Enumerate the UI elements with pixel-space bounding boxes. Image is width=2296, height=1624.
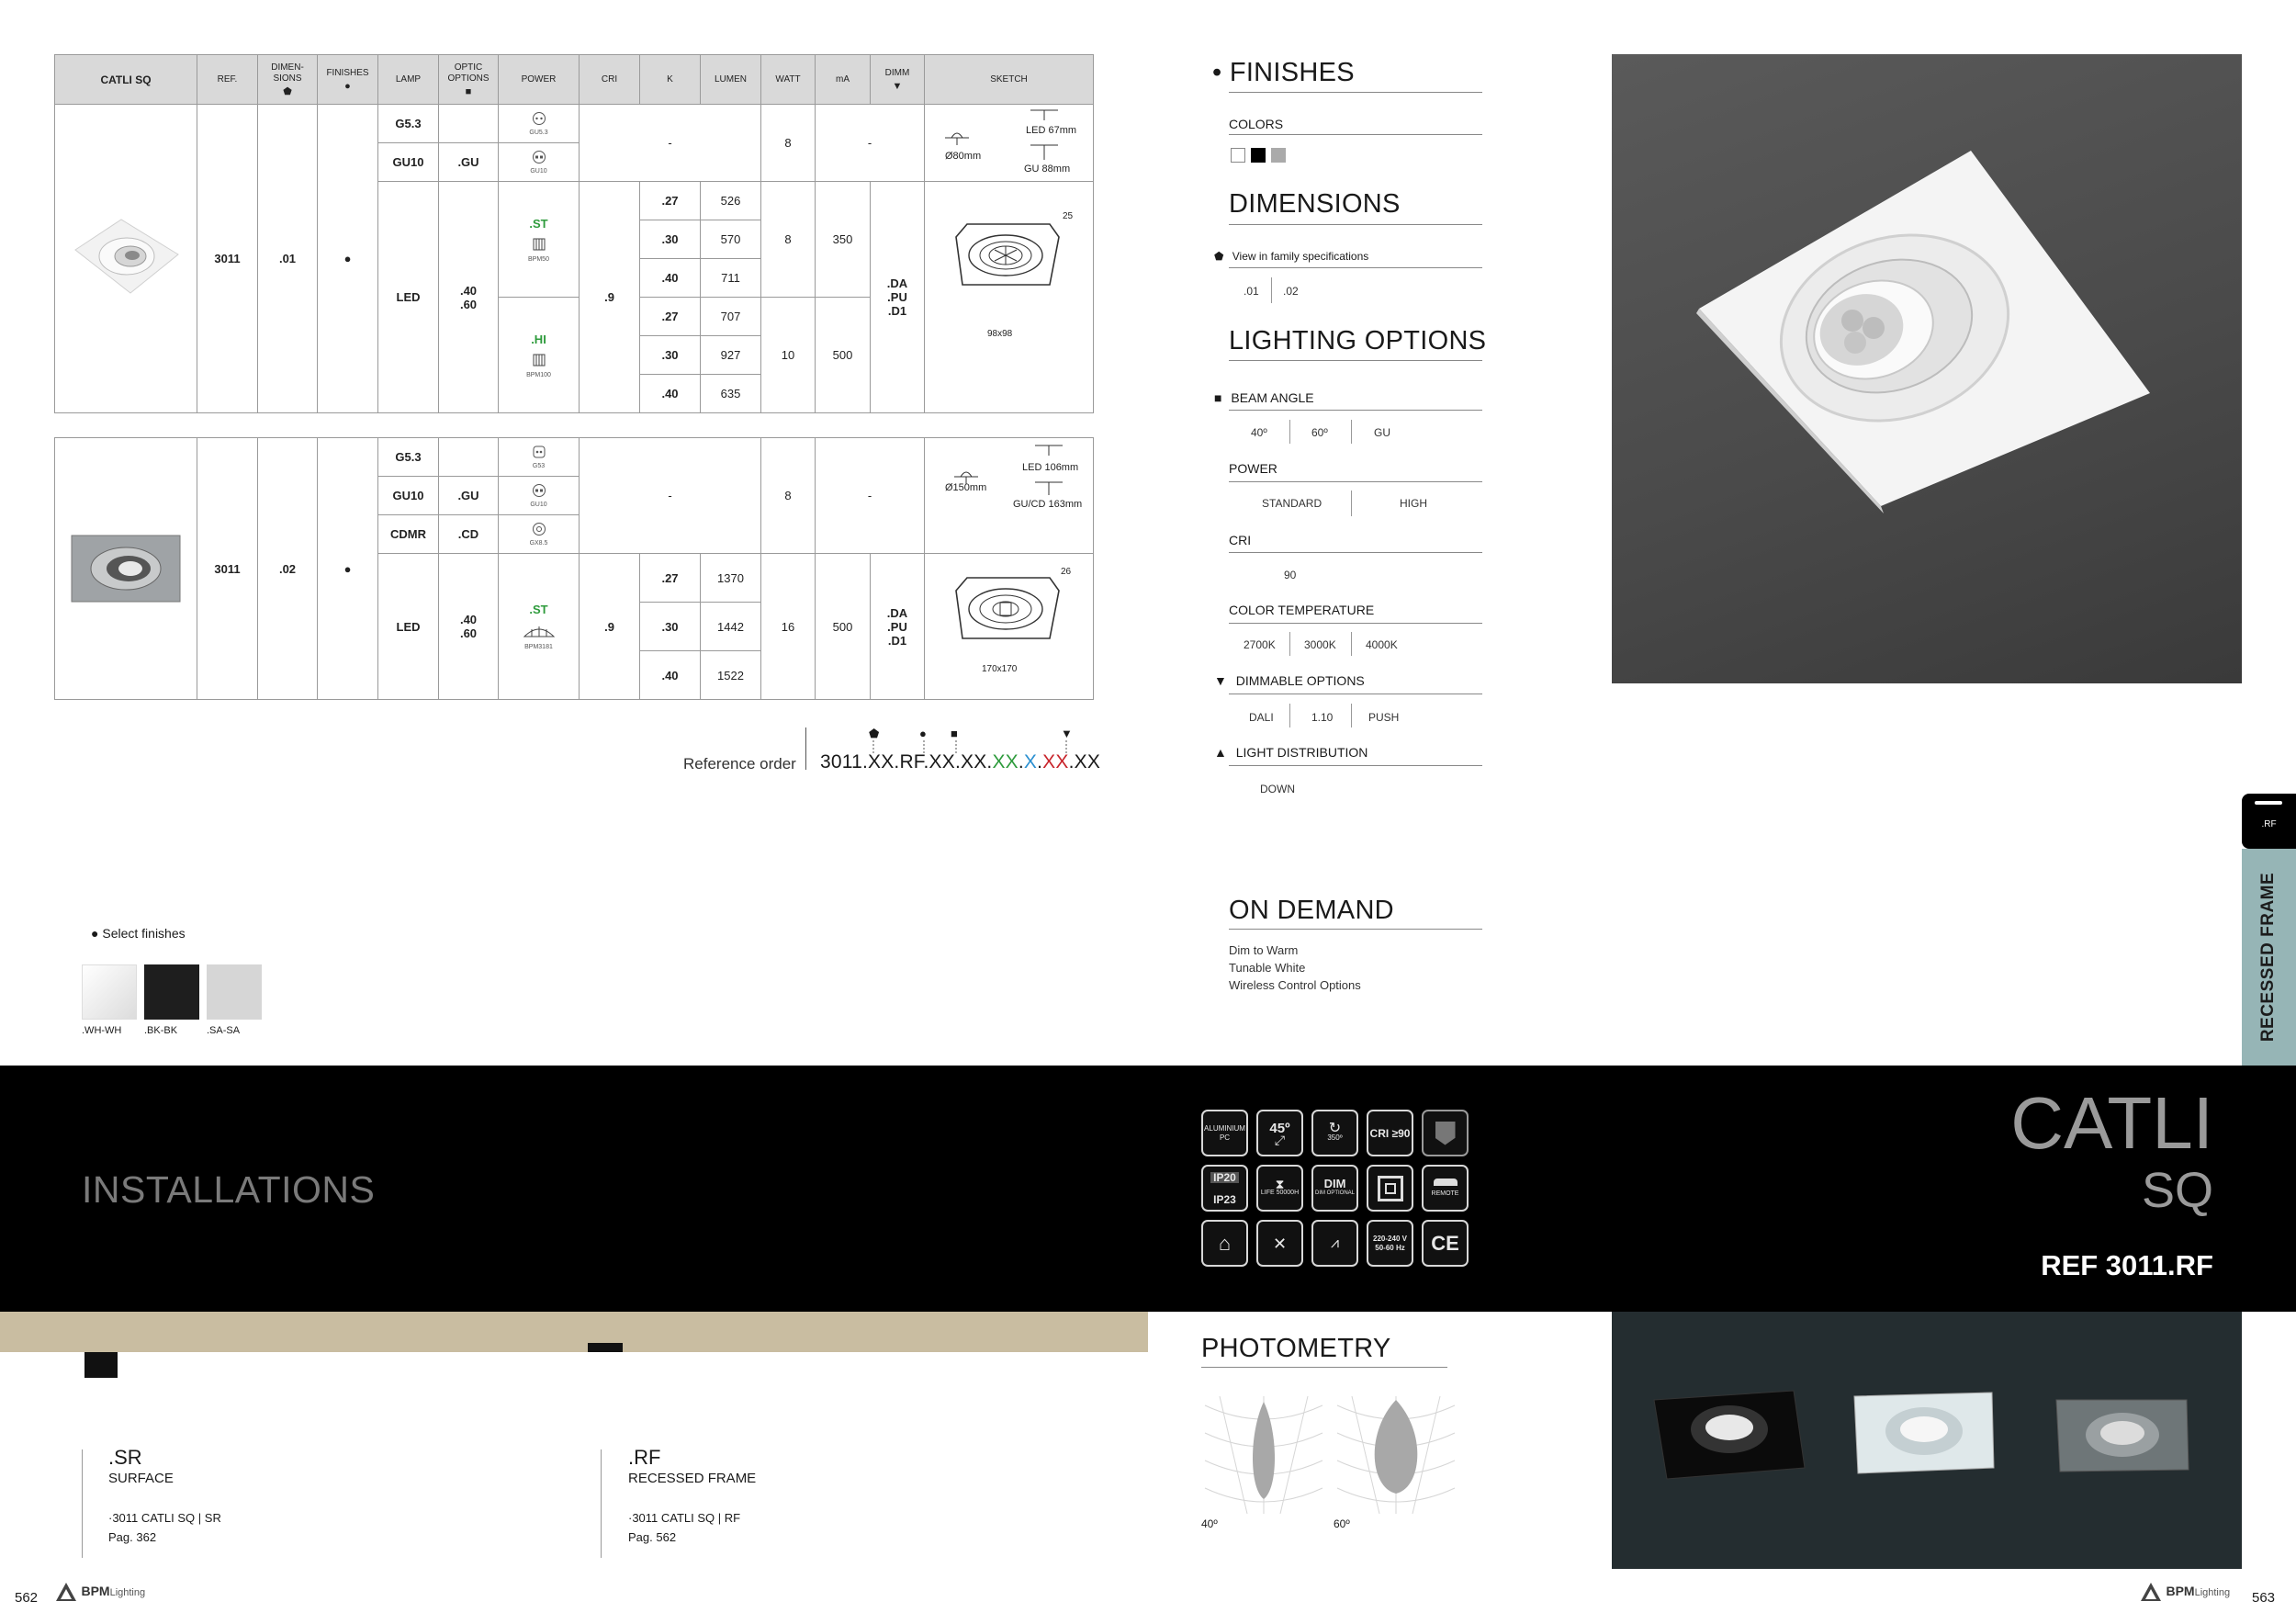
dimensions-title: DIMENSIONS: [1229, 189, 1401, 219]
dimension-cell: .02: [258, 438, 318, 700]
pentagon-icon: ⬟: [283, 85, 292, 97]
swatch-black[interactable]: [144, 964, 199, 1020]
class-icon: ⩘: [1311, 1220, 1358, 1267]
watt-8: 8: [761, 438, 816, 554]
power-label: POWER: [1229, 461, 1277, 476]
install-sr-item[interactable]: ·3011 CATLI SQ | SR: [108, 1511, 221, 1525]
lumen-value: 711: [701, 259, 761, 298]
page-number-right: 563: [2252, 1590, 2276, 1606]
sketch-frame-2: [925, 554, 1094, 700]
remote-icon: REMOTE: [1422, 1165, 1469, 1212]
header-cri: CRI: [580, 55, 640, 105]
spec-table-02: [54, 437, 1094, 700]
lamp-g53: G5.3: [378, 105, 439, 143]
optic-empty: [439, 105, 499, 143]
product-reference: REF 3011.RF: [2041, 1249, 2213, 1281]
height-marker-icon: [1035, 480, 1063, 497]
k-dash: -: [580, 438, 761, 554]
k-value: .40: [640, 375, 701, 413]
lumen-value: 1522: [701, 651, 761, 700]
swatch-label: .WH-WH: [82, 1025, 122, 1036]
divider: [1201, 1367, 1447, 1368]
watt-8: 8: [761, 105, 816, 182]
divider: [1271, 277, 1272, 303]
lumen-value: 927: [701, 336, 761, 375]
lumen-value: 1442: [701, 603, 761, 651]
divider: [1351, 704, 1352, 727]
dot-icon: ●: [919, 727, 927, 740]
optic-gu: .GU: [439, 477, 499, 515]
divider: [1351, 491, 1352, 516]
cri-value: .9: [580, 182, 640, 413]
product-image-cell: [55, 105, 197, 413]
k-dash: -: [580, 105, 761, 182]
lamp-led: LED: [378, 182, 439, 413]
product-name: CATLI: [2010, 1082, 2213, 1164]
finishes-title: • FINISHES: [1212, 58, 1355, 87]
side-tab-label: RECESSED FRAME: [2258, 872, 2278, 1043]
header-watt: WATT: [761, 55, 816, 105]
ce-icon: CE: [1422, 1220, 1469, 1267]
photometry-title: PHOTOMETRY: [1201, 1334, 1391, 1363]
header-dimm: DIMM ▼: [871, 55, 925, 105]
k-value: .27: [640, 298, 701, 336]
cri-icon: CRI ≥90: [1367, 1110, 1413, 1156]
cri-value: .9: [580, 554, 640, 700]
divider: [1229, 623, 1482, 624]
divider: [1229, 929, 1482, 930]
ct-option: 4000K: [1366, 638, 1398, 651]
k-value: .40: [640, 651, 701, 700]
optic-empty: [439, 438, 499, 477]
lumen-value: 526: [701, 182, 761, 220]
brand-logo-icon: [2140, 1582, 2162, 1602]
power-gx85-icon: GX8.5: [499, 515, 580, 554]
power-gu53-icon: GU5.3: [499, 105, 580, 143]
divider: [1229, 267, 1482, 268]
dimension-option: .02: [1283, 285, 1299, 298]
pentagon-icon: ⬟: [869, 727, 880, 740]
frame-sketch-drawing: [949, 572, 1064, 646]
spec-table-01: [54, 54, 1094, 413]
light-distribution-label: ▲ LIGHT DISTRIBUTION: [1214, 745, 1368, 760]
colors-label: COLORS: [1229, 117, 1284, 131]
header-finishes: FINISHES ●: [318, 55, 378, 105]
lamp-g53: G5.3: [378, 438, 439, 477]
ma-led: 500: [816, 554, 871, 700]
divider: [1229, 765, 1482, 766]
divider: [1229, 360, 1482, 361]
sketch-height: 26: [1061, 567, 1072, 577]
sketch-size: 98x98: [987, 329, 1013, 339]
dimension-option: .01: [1244, 285, 1259, 298]
tab-code: .RF: [2261, 819, 2277, 829]
installations-title: INSTALLATIONS: [82, 1168, 376, 1211]
dimmable-options-label: ▼ DIMMABLE OPTIONS: [1214, 673, 1365, 688]
cri-label: CRI: [1229, 533, 1252, 547]
color-grey: [1271, 148, 1286, 163]
brand-logo-right: BPMLighting: [2140, 1582, 2230, 1602]
ct-option: 3000K: [1304, 638, 1336, 651]
swatch-label: .SA-SA: [207, 1025, 241, 1036]
header-dimensions: DIMEN-SIONS ⬟: [258, 55, 318, 105]
power-gu10-icon: GU10: [499, 477, 580, 515]
header-ref: REF.: [197, 55, 258, 105]
lamp-gu10: GU10: [378, 143, 439, 182]
hole-size: Ø150mm: [945, 482, 987, 493]
header-k: K: [640, 55, 701, 105]
ma-dash: -: [816, 105, 925, 182]
beam-option: GU: [1374, 426, 1390, 439]
dimmable-option: 1.10: [1311, 711, 1334, 724]
height-marker-icon: [1030, 143, 1058, 162]
watt-led: 16: [761, 554, 816, 700]
sketch-height: 25: [1063, 211, 1074, 221]
product-family-photo: [1612, 1312, 2242, 1569]
beam-angle-label: ■ BEAM ANGLE: [1214, 390, 1314, 405]
k-value: .30: [640, 220, 701, 259]
optic-led: .40 .60: [439, 182, 499, 413]
triangle-down-icon: ▼: [1061, 727, 1073, 740]
height-marker-icon: [1030, 108, 1058, 121]
divider: [1229, 224, 1482, 225]
dimm-options: .DA .PU .D1: [871, 554, 925, 700]
header-lumen: LUMEN: [701, 55, 761, 105]
dimension-cell: .01: [258, 105, 318, 413]
sketch-top-1: [925, 105, 1094, 182]
lumen-value: 635: [701, 375, 761, 413]
page-number-left: 562: [15, 1590, 39, 1606]
photometry-curve-60: [1375, 1400, 1418, 1494]
lamp-gu10: GU10: [378, 477, 439, 515]
header-optic: OPTIC OPTIONS ■: [439, 55, 499, 105]
install-sr-page: Pag. 362: [108, 1530, 157, 1544]
frame-sketch-drawing: [949, 219, 1064, 292]
lumen-value: 707: [701, 298, 761, 336]
power-option: HIGH: [1400, 497, 1427, 510]
install-rf-page: Pag. 562: [628, 1530, 677, 1544]
photometry-angle: 40º: [1201, 1517, 1218, 1530]
optic-cd: .CD: [439, 515, 499, 554]
no-insulation-icon: ✕: [1256, 1220, 1303, 1267]
install-sr-code: .SR: [108, 1446, 142, 1469]
hole-size: Ø80mm: [945, 151, 982, 162]
recessed-fixture-icon: [588, 1343, 623, 1352]
header-sketch: SKETCH: [925, 55, 1094, 105]
divider: [1289, 420, 1290, 444]
beam-option: 40º: [1251, 426, 1267, 439]
ref-cell: 3011: [197, 438, 258, 700]
ma-st: 350: [816, 182, 871, 298]
square-icon: ■: [465, 85, 472, 97]
power-hi: .HI BPM100: [499, 298, 580, 413]
divider: [1351, 420, 1352, 444]
on-demand-item: Wireless Control Options: [1229, 978, 1361, 992]
ma-hi: 500: [816, 298, 871, 413]
brand-logo-left: BPMLighting: [55, 1582, 145, 1602]
k-value: .40: [640, 259, 701, 298]
dimm-options: .DA .PU .D1: [871, 182, 925, 413]
dimmable-option: PUSH: [1368, 711, 1400, 724]
divider: [1229, 134, 1482, 135]
reference-code: 3011.XX.RF.XX.XX.XX.X.XX.XX: [820, 751, 1101, 773]
voltage-icon: 220-240 V 50-60 Hz: [1367, 1220, 1413, 1267]
tab-bar-icon: [2255, 801, 2282, 805]
led-height: LED 67mm: [1026, 125, 1077, 136]
sketch-size: 170x170: [982, 664, 1018, 674]
cri-option: 90: [1284, 569, 1297, 581]
on-demand-list: [1229, 942, 1361, 994]
square-icon: ■: [951, 727, 958, 740]
power-option: STANDARD: [1262, 497, 1322, 510]
ceiling-hole-icon: [943, 125, 971, 149]
swatch-white[interactable]: [82, 964, 137, 1020]
side-tab-header[interactable]: [2242, 794, 2296, 849]
distribution-option: DOWN: [1260, 783, 1295, 795]
watt-st: 8: [761, 182, 816, 298]
header-lamp: LAMP: [378, 55, 439, 105]
gu-height: GU/CD 163mm: [1013, 499, 1083, 510]
on-demand-item: Tunable White: [1229, 961, 1306, 975]
install-rf-name: RECESSED FRAME: [628, 1471, 757, 1486]
rotation-icon: ↻ 350º: [1311, 1110, 1358, 1156]
color-black: [1251, 148, 1266, 163]
aluminium-icon: ALUMINIUM PC: [1201, 1110, 1248, 1156]
header-name: CATLI SQ: [55, 55, 197, 105]
swatch-sand[interactable]: [207, 964, 262, 1020]
divider: [1229, 481, 1482, 482]
product-photo-grey: [66, 530, 186, 607]
lumen-value: 570: [701, 220, 761, 259]
product-variant: SQ: [2141, 1163, 2213, 1218]
divider: [82, 1449, 83, 1558]
header-power: POWER: [499, 55, 580, 105]
dim-optional-icon: DIM DIM OPTIONAL: [1311, 1165, 1358, 1212]
led-height: LED 106mm: [1022, 462, 1079, 473]
photometry-angle: 60º: [1334, 1517, 1350, 1530]
height-marker-icon: [1035, 444, 1063, 457]
k-value: .27: [640, 182, 701, 220]
lifetime-icon: ⧗ LIFE 50000H: [1256, 1165, 1303, 1212]
lighting-options-title: LIGHTING OPTIONS: [1229, 326, 1487, 355]
product-photo-white: [66, 209, 186, 310]
lamp-led: LED: [378, 554, 439, 700]
reference-divider: [805, 727, 806, 770]
dimmable-option: DALI: [1249, 711, 1274, 724]
divider: [1229, 552, 1482, 553]
power-st: .ST BPM3181: [499, 554, 580, 700]
optic-led: .40 .60: [439, 554, 499, 700]
ct-option: 2700K: [1244, 638, 1276, 651]
power-st: .ST BPM50: [499, 182, 580, 298]
finish-cell: ●: [318, 438, 378, 700]
finish-cell: ●: [318, 105, 378, 413]
divider: [1351, 632, 1352, 656]
divider: [1289, 632, 1290, 656]
dimmable-icon: [1422, 1110, 1469, 1156]
power-gu10-icon: GU10: [499, 143, 580, 182]
ref-cell: 3011: [197, 105, 258, 413]
beam-option: 60º: [1311, 426, 1328, 439]
product-hero-photo: [1612, 54, 2242, 683]
side-tab: [2242, 849, 2296, 1066]
reference-order-label: Reference order: [683, 755, 796, 773]
triangle-down-icon: ▼: [892, 80, 903, 92]
divider: [1229, 410, 1482, 411]
k-value: .30: [640, 336, 701, 375]
sketch-frame-1: [925, 182, 1094, 413]
indoor-icon: ⌂: [1201, 1220, 1248, 1267]
view-family-link[interactable]: ⬟ View in family specifications: [1214, 250, 1369, 263]
swatch-label: .BK-BK: [144, 1025, 178, 1036]
tilt-icon: 45º ⤢: [1256, 1110, 1303, 1156]
install-rf-code: .RF: [628, 1446, 661, 1469]
gu-height: GU 88mm: [1024, 164, 1071, 175]
lamp-cdmr: CDMR: [378, 515, 439, 554]
product-image-cell: [55, 438, 197, 700]
select-finishes-label: ● Select finishes: [91, 926, 186, 941]
watt-hi: 10: [761, 298, 816, 413]
recessed-frame-icon: [1367, 1165, 1413, 1212]
k-value: .30: [640, 603, 701, 651]
install-sr-name: SURFACE: [108, 1471, 174, 1486]
install-rf-item[interactable]: ·3011 CATLI SQ | RF: [628, 1511, 741, 1525]
sketch-top-2: [925, 438, 1094, 554]
ma-dash: -: [816, 438, 925, 554]
photometry-curve-40: [1253, 1402, 1275, 1499]
divider: [1289, 704, 1290, 727]
optic-gu: .GU: [439, 143, 499, 182]
brand-logo-icon: [55, 1582, 77, 1602]
k-value: .27: [640, 554, 701, 603]
dot-icon: ●: [344, 80, 351, 92]
lumen-value: 1370: [701, 554, 761, 603]
ip-rating-icon: IP20 IP23: [1201, 1165, 1248, 1212]
on-demand-title: ON DEMAND: [1229, 896, 1394, 925]
power-g53-icon: G53: [499, 438, 580, 477]
surface-fixture-icon: [84, 1352, 118, 1378]
color-white: [1231, 148, 1245, 163]
on-demand-item: Dim to Warm: [1229, 943, 1299, 957]
color-temperature-label: COLOR TEMPERATURE: [1229, 603, 1375, 617]
divider: [1229, 92, 1482, 93]
divider: [601, 1449, 602, 1558]
photometry-diagrams: [1201, 1396, 1458, 1514]
ceiling-strip: [0, 1312, 1148, 1352]
header-ma: mA: [816, 55, 871, 105]
